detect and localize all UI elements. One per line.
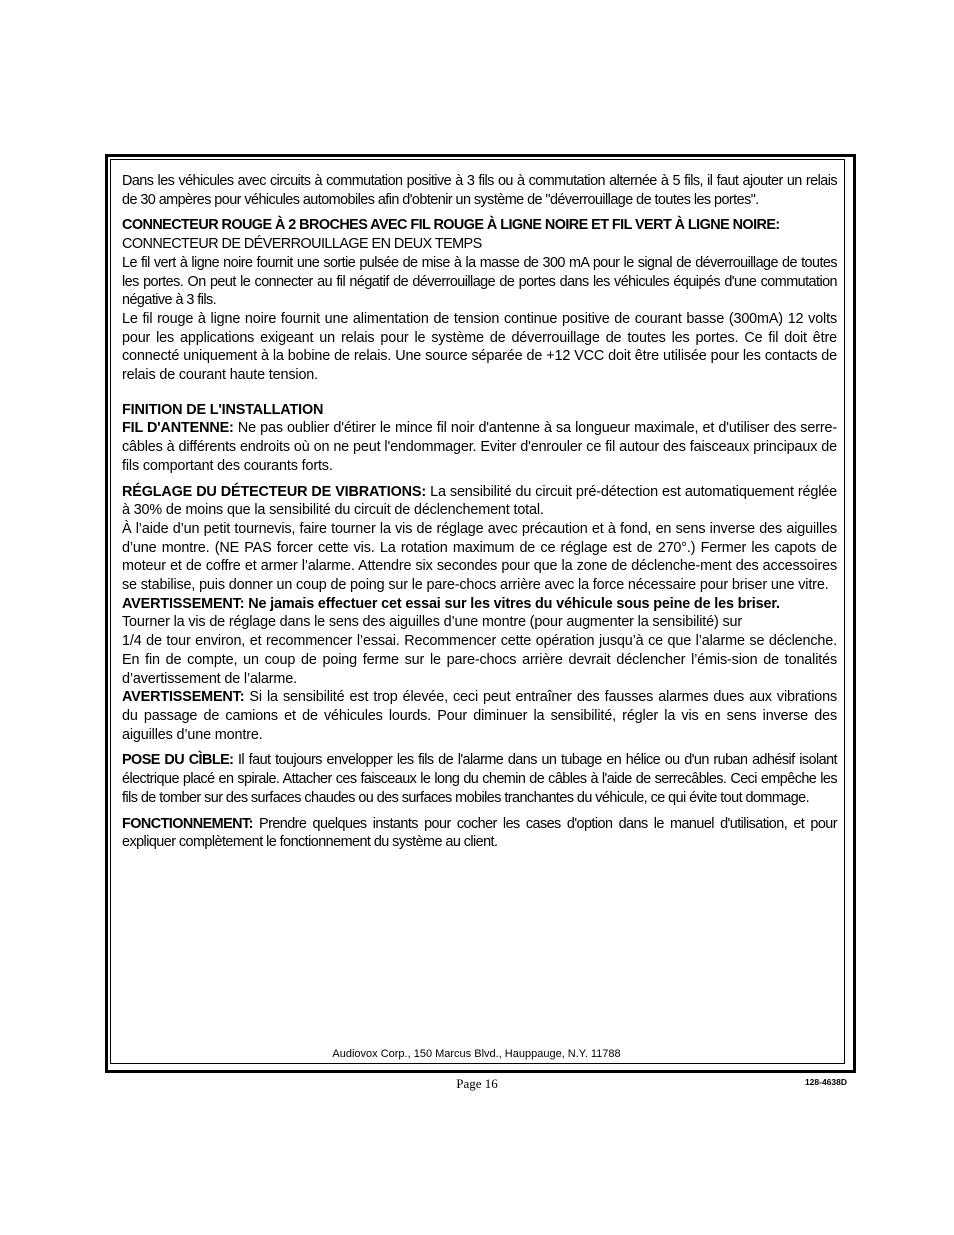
finition-section	[122, 401, 837, 476]
red-wire-text: Le fil rouge à ligne noire fournit une alimentation de tension continue positive de courant basse (300mA) 12 volts pour les applications exigeant un relais pour le système de déverrouillage de toutes les portes. Ce fil doit être connecté uniquement à la bobine de relais. Une source séparée de +12 VCC doit être utilisée pour les contacts de relais de courant haute tension.	[122, 310, 837, 384]
green-wire-text: Le fil vert à ligne noire fournit une sortie pulsée de mise à la masse de 300 mA pour le signal de déverrouillage de toutes les portes. On peut le connecter au fil négatif de déverrouillage de portes dans les véhicules équipés d'une commutation négative à 3 fils.	[122, 254, 837, 309]
operation-label: FONCTIONNEMENT:	[122, 815, 253, 832]
cable-text: Il faut toujours envelopper les fils de l'alarme dans un tubage en hélice ou d'un ruban adhésif isolant électrique placé en spirale. Attacher ces faisceaux le long du chemin de câbles à l'aide de serrecâbles. Ceci empêche les fils de tomber sur des surfaces chaudes ou des surfaces mobiles tranchantes du véhicule, ce qui évite tout dommage.	[122, 752, 837, 806]
cable-label: POSE DU CÌBLE:	[122, 752, 234, 769]
vibration-text1: La sensibilité du circuit pré-détection est automatiquement réglée à 30% de moins que la sensibilité du circuit de déclenchement total.	[122, 483, 837, 519]
operation-text: Prendre quelques instants pour cocher les cases d'option dans le manuel d'utilisation, et pour expliquer complètement le fonctionnement du système au client.	[122, 815, 837, 851]
intro-paragraph: Dans les véhicules avec circuits à commutation positive à 3 fils ou à commutation alternée à 5 fils, il faut ajouter un relais de 30 ampères pour véhicules automobiles afin d'obtenir un système de "déverrouillage de toutes les portes".	[122, 173, 837, 208]
vibration-label: RÉGLAGE DU DÉTECTEUR DE VIBRATIONS:	[122, 483, 427, 500]
warning-2-text: Si la sensibilité est trop élevée, ceci peut entraîner des fausses alarmes dues aux vibrations du passage de camions et de véhicules lourds. Pour diminuer la sensibilité, régler la vis en sens inverse des aiguilles d’une montre.	[122, 689, 837, 743]
warning-1: AVERTISSEMENT: Ne jamais effectuer cet essai sur les vitres du véhicule sous peine de les briser.	[122, 595, 780, 612]
antenna-paragraph	[122, 420, 837, 473]
connector-section	[122, 216, 837, 384]
page-number: Page 16	[456, 1076, 498, 1091]
connector-heading: CONNECTEUR ROUGE À 2 BROCHES AVEC FIL ROUGE À LIGNE NOIRE ET FIL VERT À LIGNE NOIRE:	[122, 217, 780, 234]
document-code: 128-4638D	[804, 1077, 847, 1087]
company-address: Audiovox Corp., 150 Marcus Blvd., Hauppauge, N.Y. 11788	[332, 1048, 621, 1060]
vibration-text2: À l’aide d’un petit tournevis, faire tourner la vis de réglage avec précaution et à fond, en sens inverse des aiguilles d’une montre. (NE PAS forcer cette vis. La rotation maximum de ce réglage est de 270°.) Fermer les capots de moteur et de coffre et armer l’alarme. Attendre six secondes pour que la zone de déclenche-ment des accessoires se stabilise, puis donner un coup de poing sur le pare-chocs arrière avec la force nécessaire pour briser une vitre.	[122, 520, 837, 594]
connector-subheading: CONNECTEUR DE DÉVERROUILLAGE EN DEUX TEMPS	[122, 236, 482, 253]
vibration-intro	[122, 483, 837, 520]
antenna-text: Ne pas oublier d'étirer le mince fil noir d'antenne à sa longueur maximale, et d'utiliser des serre-câbles à différents endroits où on ne peut l'endommager. Eviter d'enrouler ce fil autour des faisceaux principaux de fils comportant des courants forts.	[122, 420, 837, 474]
cable-section	[122, 751, 837, 807]
vibration-section	[122, 483, 837, 745]
vibration-text3b: 1/4 de tour environ, et recommencer l’essai. Recommencer cette opération jusqu’à ce que l’alarme se déclenche. En fin de compte, un coup de poing ferme sur le pare-chocs arrière devrait déclencher l’émis-sion de tonalités d’avertissement de l’alarme.	[122, 633, 837, 687]
vibration-text3a: Tourner la vis de réglage dans le sens des aiguilles d’une montre (pour augmenter la sensibilité) sur	[122, 614, 742, 631]
warning-2	[122, 688, 837, 744]
manual-content	[122, 172, 837, 859]
finition-heading: FINITION DE L'INSTALLATION	[122, 401, 324, 418]
antenna-label: FIL D'ANTENNE:	[122, 420, 234, 437]
operation-section	[122, 815, 837, 852]
warning-2-label: AVERTISSEMENT:	[122, 689, 245, 706]
